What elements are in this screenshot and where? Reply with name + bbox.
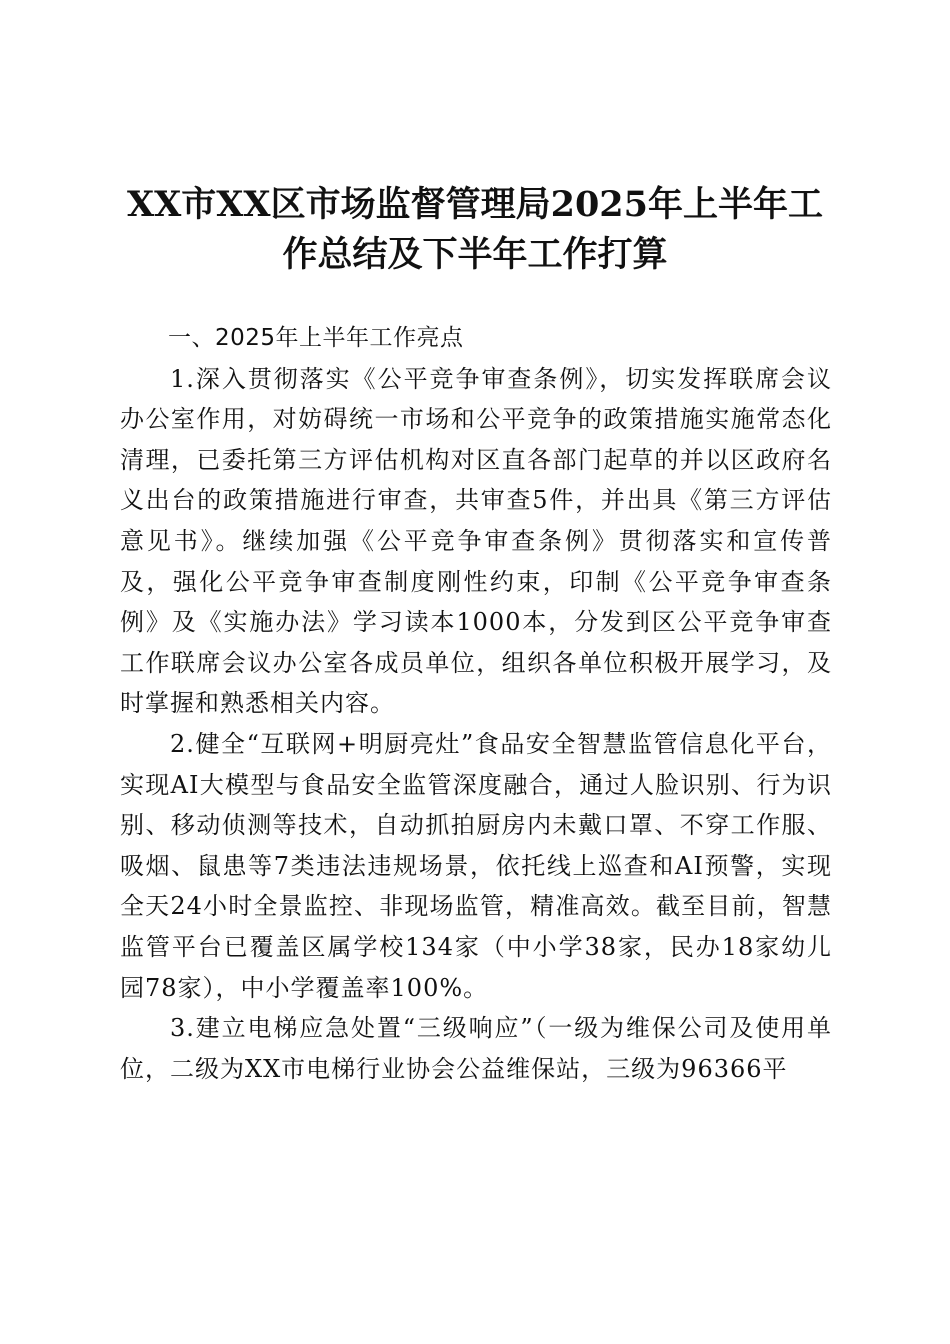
document-title bbox=[100, 180, 850, 280]
title-line-1: XX市XX区市场监督管理局2025年上半年工 bbox=[126, 184, 824, 225]
title-line-2: 作总结及下半年工作打算 bbox=[282, 234, 668, 275]
paragraph-3: 3.建立电梯应急处置“三级响应”（一级为维保公司及使用单位，二级为XX市电梯行业协会公益维保站，三级为96366平 bbox=[120, 1014, 832, 1083]
paragraph-1: 1.深入贯彻落实《公平竞争审查条例》，切实发挥联席会议办公室作用，对妨碍统一市场和公平竞争的政策措施实施常态化清理，已委托第三方评估机构对区直各部门起草的并以区政府名义出台的政策措施进行审查，共审查5件，并出具《第三方评估意见书》。继续加强《公平竞争审查条例》贯彻落实和宣传普及，强化公平竞争审查制度刚性约束，印制《公平竞争审查条例》及《实施办法》学习读本1000本，分发到区公平竞争审查工作联席会议办公室各成员单位，组织各单位积极开展学习，及时掌握和熟悉相关内容。 bbox=[120, 364, 832, 718]
paragraph-2: 2.健全“互联网+明厨亮灶”食品安全智慧监管信息化平台，实现AI大模型与食品安全监管深度融合，通过人脸识别、行为识别、移动侦测等技术，自动抓拍厨房内未戴口罩、不穿工作服、吸烟、鼠患等7类违法违规场景，依托线上巡查和AI预警，实现全天24小时全景监控、非现场监管，精准高效。截至目前，智慧监管平台已覆盖区属学校134家（中小学38家，民办18家幼儿园78家），中小学覆盖率100%。 bbox=[120, 729, 832, 1002]
section-heading-1: 一、2025年上半年工作亮点 bbox=[168, 325, 464, 351]
document-body bbox=[120, 318, 832, 1089]
